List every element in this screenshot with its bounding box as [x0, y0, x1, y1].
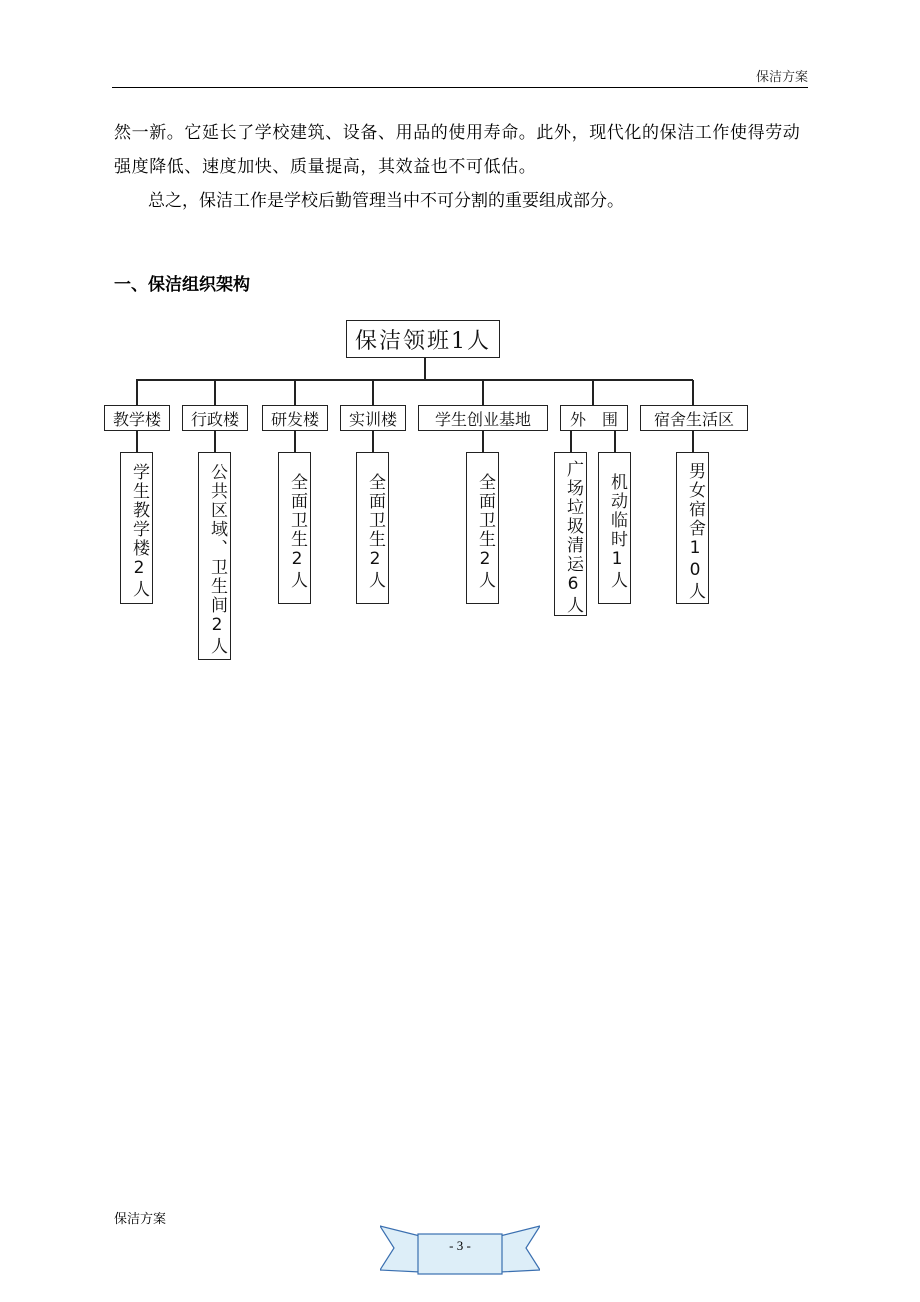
staff-connector: [294, 431, 296, 452]
dept-box-admin: 行政楼: [182, 405, 248, 431]
page-number: - 3 -: [449, 1238, 471, 1253]
dept-connector: [136, 380, 138, 405]
dept-box-perimeter: 外 围: [560, 405, 628, 431]
staff-box-admin: 公共区域、卫生间2人: [198, 452, 231, 660]
staff-connector: [136, 431, 138, 452]
staff-connector: [214, 431, 216, 452]
dept-connector: [692, 380, 694, 405]
staff-box-teaching: 学生教学楼2人: [120, 452, 153, 604]
staff-box-startup: 全面卫生2人: [466, 452, 499, 604]
dept-connector: [214, 380, 216, 405]
staff-box-dorm: 男女宿舍10人: [676, 452, 709, 604]
body-paragraph-2: 总之，保洁工作是学校后勤管理当中不可分割的重要组成部分。: [148, 191, 624, 211]
dept-box-startup: 学生创业基地: [418, 405, 548, 431]
dept-connector: [294, 380, 296, 405]
staff-connector: [614, 431, 616, 452]
root-connector: [424, 358, 426, 380]
staff-connector: [570, 431, 572, 452]
dept-connector: [482, 380, 484, 405]
staff-box-perimeter-flex: 机动临时1人: [598, 452, 631, 604]
org-root-box: 保洁领班1人: [346, 320, 500, 358]
dept-box-research: 研发楼: [262, 405, 328, 431]
header-rule: [112, 87, 808, 88]
dept-connector: [592, 380, 594, 405]
staff-connector: [372, 431, 374, 452]
footer-left-text: 保洁方案: [114, 1212, 167, 1227]
dept-box-dorm: 宿舍生活区: [640, 405, 748, 431]
staff-box-research: 全面卫生2人: [278, 452, 311, 604]
staff-box-training: 全面卫生2人: [356, 452, 389, 604]
dept-box-training: 实训楼: [340, 405, 406, 431]
horizontal-bus: [136, 379, 693, 381]
staff-box-perimeter-plaza: 广场垃圾清运6人: [554, 452, 587, 616]
dept-box-teaching: 教学楼: [104, 405, 170, 431]
body-paragraph-1: 然一新。它延长了学校建筑、设备、用品的使用寿命。此外，现代化的保洁工作使得劳动强度降低、速度加快、质量提高，其效益也不可低估。: [114, 123, 801, 177]
staff-connector: [692, 431, 694, 452]
section-heading: 一、保洁组织架构: [114, 275, 250, 295]
dept-connector: [372, 380, 374, 405]
header-title: 保洁方案: [755, 70, 808, 85]
staff-connector: [482, 431, 484, 452]
